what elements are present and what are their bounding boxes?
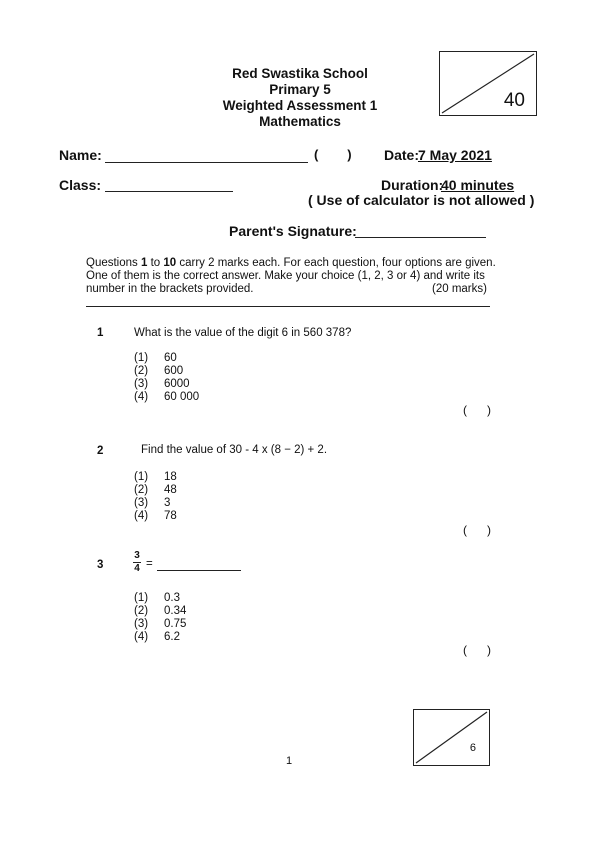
option-label: (3) (134, 497, 149, 509)
option-label: (1) (134, 592, 149, 604)
fraction-numerator: 3 (134, 550, 140, 561)
option (134, 378, 190, 392)
option-label: (3) (134, 618, 149, 630)
option-label: (1) (134, 471, 149, 483)
option (134, 605, 186, 619)
instruction-line-3: number in the brackets provided. (86, 283, 254, 295)
total-score-value: 40 (503, 90, 525, 111)
signature-label: Parent's Signature: (229, 223, 357, 239)
calculator-note: ( Use of calculator is not allowed ) (308, 192, 535, 208)
option-value: 3 (164, 497, 171, 509)
option (134, 471, 177, 485)
page-score-box (413, 709, 490, 766)
level: Primary 5 (269, 82, 331, 97)
option (134, 631, 180, 645)
option-value: 18 (164, 471, 177, 483)
answer-bracket[interactable]: ( ) (463, 643, 491, 657)
option-label: (2) (134, 484, 149, 496)
page-number: 1 (286, 755, 293, 767)
question-number: 1 (97, 327, 104, 339)
instruction-line-2: One of them is the correct answer. Make your choice (1, 2, 3 or 4) and write its (86, 270, 485, 282)
index-number-bracket: ( ) (314, 147, 352, 162)
instruction-divider (86, 306, 490, 307)
instruction-text: to (147, 257, 164, 269)
option-value: 60 000 (164, 391, 200, 403)
option-label: (2) (134, 365, 149, 377)
duration-value: 40 minutes (441, 177, 515, 193)
option-value: 0.75 (164, 618, 187, 630)
option (134, 510, 177, 524)
fraction (133, 551, 141, 574)
question-text: Find the value of 30 - 4 x (8 − 2) + 2. (141, 444, 328, 456)
class-label: Class: (59, 177, 102, 193)
fraction-denominator: 4 (134, 563, 140, 574)
option (134, 352, 177, 366)
question-number: 3 (97, 559, 104, 571)
name-blank[interactable] (105, 148, 308, 163)
option-label: (3) (134, 378, 149, 390)
option-value: 78 (164, 510, 177, 522)
name-label: Name: (59, 147, 102, 163)
school-name: Red Swastika School (232, 66, 368, 81)
option-value: 0.34 (164, 605, 187, 617)
date-value: 7 May 2021 (418, 147, 492, 163)
duration-label: Duration: (381, 177, 444, 193)
option-label: (2) (134, 605, 149, 617)
subject: Mathematics (259, 114, 341, 129)
signature-blank[interactable] (355, 223, 486, 238)
date-label: Date: (384, 147, 420, 163)
page-score-value: 6 (469, 742, 476, 754)
option (134, 484, 177, 498)
equals-sign: = (146, 558, 153, 570)
instruction-text: Questions (86, 257, 141, 269)
option-value: 48 (164, 484, 177, 496)
instruction-line-1 (86, 256, 496, 270)
option-value: 6000 (164, 378, 190, 390)
page-score-diagonal (414, 710, 489, 765)
class-blank[interactable] (105, 177, 233, 192)
instruction-marks: (20 marks) (432, 283, 487, 295)
option-label: (4) (134, 510, 149, 522)
total-score-box (439, 51, 537, 116)
option-label: (1) (134, 352, 149, 364)
option-value: 0.3 (164, 592, 180, 604)
question-text: What is the value of the digit 6 in 560 378? (134, 327, 352, 339)
option-value: 6.2 (164, 631, 180, 643)
option-label: (4) (134, 391, 149, 403)
instruction-text: carry 2 marks each. For each question, four options are given. (176, 257, 496, 269)
option-label: (4) (134, 631, 149, 643)
answer-bracket[interactable]: ( ) (463, 403, 491, 417)
option (134, 365, 183, 379)
instruction-q-to: 10 (163, 257, 177, 269)
assessment-title: Weighted Assessment 1 (222, 98, 378, 113)
option (134, 592, 180, 606)
option-value: 600 (164, 365, 184, 377)
option (134, 618, 186, 632)
instruction-q-from: 1 (140, 257, 148, 269)
option (134, 391, 199, 405)
question-number: 2 (97, 445, 104, 457)
option (134, 497, 170, 511)
answer-blank[interactable] (157, 558, 241, 571)
option-value: 60 (164, 352, 177, 364)
answer-bracket[interactable]: ( ) (463, 523, 491, 537)
